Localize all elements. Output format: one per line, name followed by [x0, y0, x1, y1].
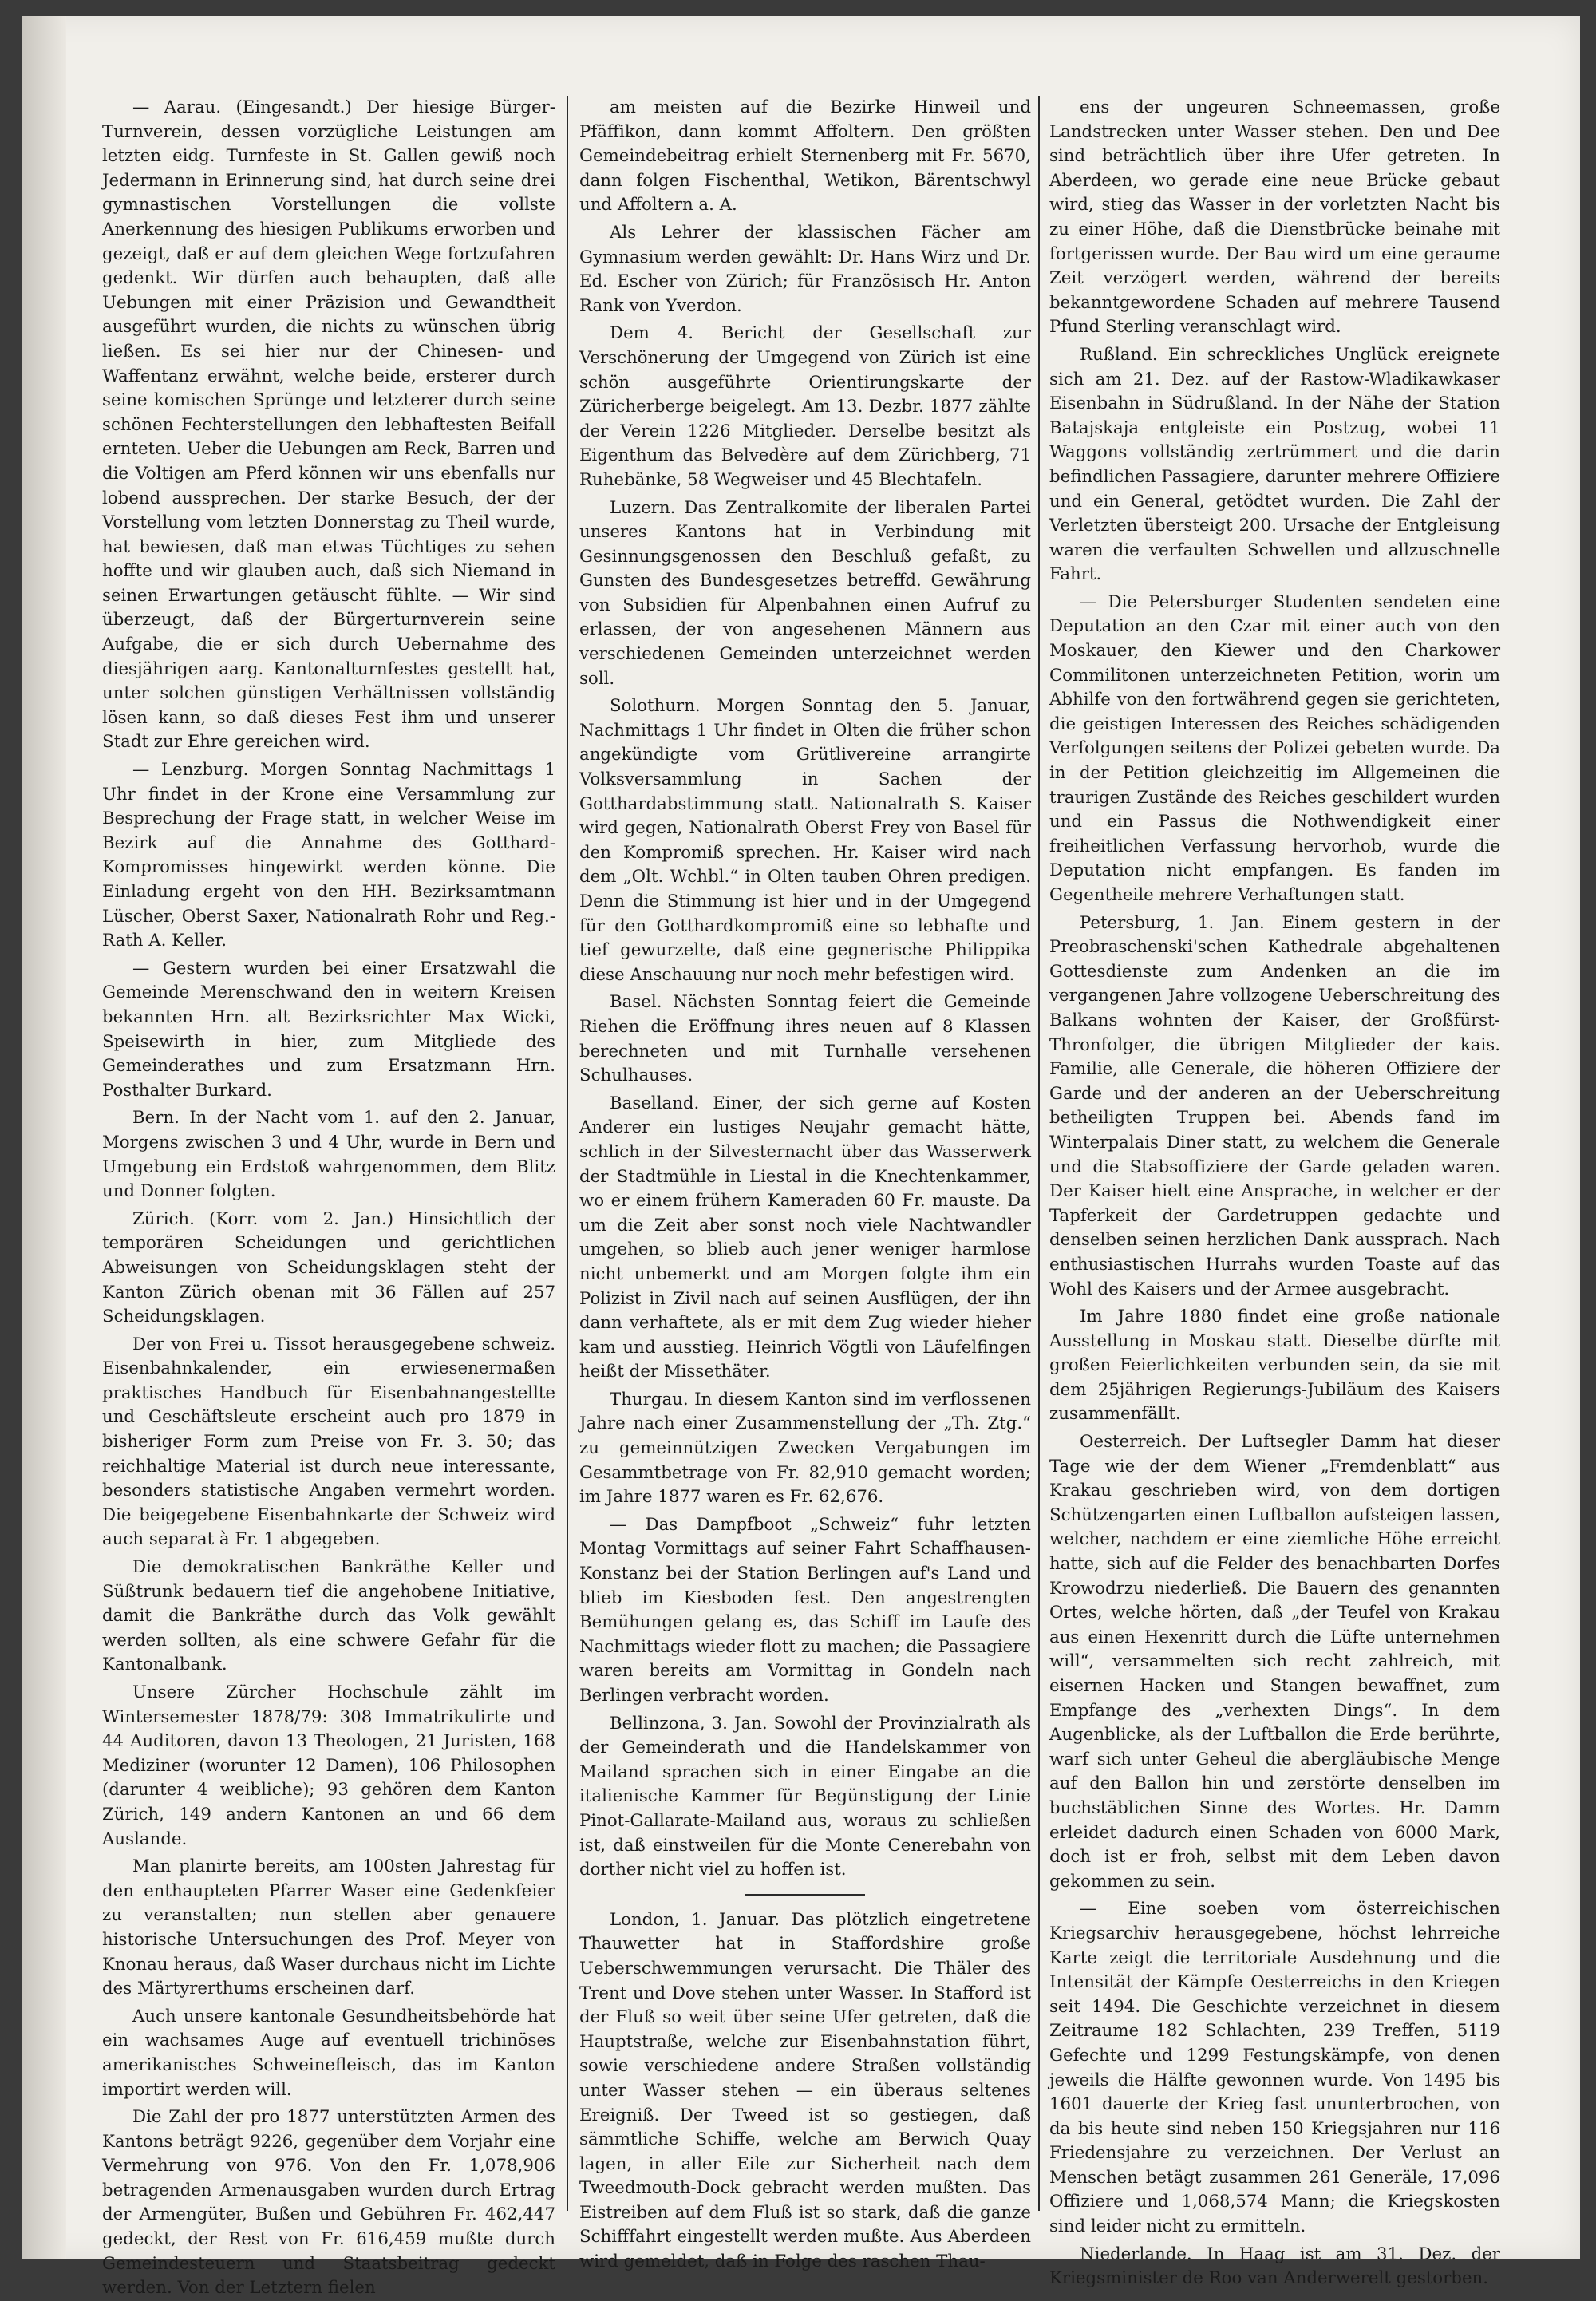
article-london: London, 1. Januar. Das plötzlich eingetretene Thauwetter hat in Staffordshire große Ueberschwemmungen verursacht. Die Thäler des Trent und Dove stehen unter Wasser. In Stafford ist der Fluß so weit über seine Ufer getreten, daß die Hauptstraße, welche zur Eisenbahnstation führt, sowie verschiedene andere Straßen vollständig unter Wasser stehen — ein überaus seltenes Ereigniß. Der Tweed ist so gestiegen, daß sämmtliche Schiffe, welche am Berwich Quay lagen, in aller Eile zur Sicherheit nach dem Tweedmouth-Dock gebracht werden mußten. Das Eistreiben auf dem Fluß ist so stark, daß die ganze Schifffahrt eingestellt werden mußte. Aus Aberdeen wird gemeldet, daß in Folge des raschen Thau-	[579, 1909, 1031, 2272]
article-kriegsarchiv: — Eine soeben vom österreichischen Kriegsarchiv herausgegebene, höchst lehrreiche Karte zeigt die territoriale Ausdehnung und die Intensität der Kämpfe Oesterreichs in den Kriegen seit 1494. Die Geschichte verzeichnet in diesem Zeitraume 182 Schlachten, 239 Treffen, 5119 Gefechte und 1299 Festungskämpfe, von denen jeweils die Hälfte gewonnen wurde. Von 1495 bis 1601 dauerte der Krieg fast ununterbrochen, von da bis heute sind neben 150 Kriegsjahren nur 116 Friedensjahre zu verzeichnen. Der Verlust an Menschen betägt zusammen 261 Generäle, 17,096 Offiziere und 1,068,574 Mann; die Kriegskosten sind leider nicht zu ermitteln.	[1049, 1899, 1500, 2237]
article-lenzburg: — Lenzburg. Morgen Sonntag Nachmittags 1 Uhr findet in der Krone eine Versammlung zur Besprechung der Frage statt, in welcher Weise im Bezirk auf die Annahme des Gotthard-Kompromisses hingewirkt werden könne. Die Einladung ergeht von den HH. Bezirksamtmann Lüscher, Oberst Saxer, Nationalrath Rohr und Reg.-Rath A. Keller.	[102, 760, 555, 951]
article-oesterreich: Oesterreich. Der Luftsegler Damm hat dieser Tage wie der dem Wiener „Fremdenblatt“ aus Krakau geschrieben wird, von dem dortigen Schützengarten einen Luftballon aufsteigen lassen, welcher, nachdem er eine ziemliche Höhe erreicht hatte, sich auf die Felder des benachbarten Dorfes Krowodrzu niederließ. Die Bauern des genannten Ortes, welche hörten, daß „der Teufel von Krakau aus einen Hexenritt durch die Lüfte unternehmen will“, versammelten sich recht zahlreich, mit eisernen Hacken und Stangen bewaffnet, zum Empfange des „verhexten Dings“. In dem Augenblicke, als der Luftballon die Erde berührte, warf sich unter Geheul die abergläubische Menge auf den Ballon hin und zerstörte denselben im buchstäblichen Sinne des Wortes. Hr. Damm erleidet dadurch einen Schaden von 6000 Mark, doch ist er froh, selbst mit dem Leben davon gekommen zu sein.	[1049, 1432, 1500, 1892]
article-russland: Rußland. Ein schreckliches Unglück ereignete sich am 21. Dez. auf der Rastow-Wladikawkaser Eisenbahn in Südrußland. In der Nähe der Station Batajskaja entgleiste ein Postzug, wobei 11 Waggons vollständig zertrümmert und die darin befindlichen Passagiere, darunter mehrere Offiziere und ein General, getödtet wurden. Die Zahl der Verletzten übersteigt 200. Ursache der Entgleisung waren die verfaulten Schwellen und allzuschnelle Fahrt.	[1049, 344, 1500, 585]
column-middle	[579, 96, 1031, 2272]
article-dampfboot: — Das Dampfboot „Schweiz“ fuhr letzten Montag Vormittags auf seiner Fahrt Schaffhausen-Konstanz bei der Station Berlingen auf's Land und blieb im Kiesboden fest. Den angestrengten Bemühungen gelang es, das Schiff im Laufe des Nachmittags wieder flott zu machen; die Passagiere waren bereits am Vormittag in Gondeln nach Berlingen verbracht worden.	[579, 1514, 1031, 1706]
article-ausstellung-moskau: Im Jahre 1880 findet eine große nationale Ausstellung in Moskau statt. Dieselbe dürfte mit großen Feierlichkeiten verbunden sein, da sie mit dem 25jährigen Regierungs-Jubiläum des Kaisers zusammenfällt.	[1049, 1307, 1500, 1425]
article-verschoenerung: Dem 4. Bericht der Gesellschaft zur Verschönerung der Umgegend von Zürich ist eine schön ausgeführte Orientirungskarte der Züricherberge beigelegt. Am 13. Dezbr. 1877 zählte der Verein 1226 Mitglieder. Derselbe besitzt als Eigenthum das Belvedère auf dem Zürichberg, 71 Ruhebänke, 58 Wegweiser und 45 Blechtafeln.	[579, 323, 1031, 490]
article-armen-continued: am meisten auf die Bezirke Hinweil und Pfäffikon, dann kommt Affoltern. Den größten Gemeindebeitrag erhielt Sternenberg mit Fr. 5670, dann folgen Fischenthal, Wetikon, Bärentschwyl und Affoltern a. A.	[579, 97, 1031, 215]
column-divider	[1038, 96, 1040, 2211]
section-separator	[745, 1894, 865, 1896]
article-niederlande: Niederlande. In Haag ist am 31. Dez. der Kriegsminister de Roo van Anderwerelt gestorben.	[1049, 2244, 1500, 2289]
column-right	[1049, 96, 1500, 2289]
article-zuerich-scheidungen: Zürich. (Korr. vom 2. Jan.) Hinsichtlich der temporären Scheidungen und gerichtlichen Abweisungen von Scheidungsklagen steht der Kanton Zürich obenan mit 36 Fällen auf 257 Scheidungsklagen.	[102, 1208, 555, 1327]
article-solothurn: Solothurn. Morgen Sonntag den 5. Januar, Nachmittags 1 Uhr findet in Olten die früher schon angekündigte vom Grütlivereine arrangirte Volksversammlung in Sachen der Gotthardabstimmung statt. Nationalrath S. Kaiser wird gegen, Nationalrath Oberst Frey von Basel für den Kompromiß sprechen. Hr. Kaiser wird nach dem „Olt. Wchbl.“ in Olten tauben Ohren predigen. Denn die Stimmung ist hier und in der Umgegend für den Gotthardkompromiß eine so lebhafte und tief gewurzelte, daß eine gegnerische Philippika diese Anschauung nur noch mehr befestigen wird.	[579, 696, 1031, 985]
article-merenschwand: — Gestern wurden bei einer Ersatzwahl die Gemeinde Merenschwand den in weitern Kreisen bekannten Hrn. alt Bezirksrichter Max Wicki, Speisewirth in hier, zum Mitgliede des Gemeinderathes und zum Ersatzmann Hrn. Posthalter Burkard.	[102, 958, 555, 1101]
page-binding-edge	[22, 16, 66, 2259]
article-bern: Bern. In der Nacht vom 1. auf den 2. Januar, Morgens zwischen 3 und 4 Uhr, wurde in Bern und Umgebung ein Erdstoß wahrgenommen, dem Blitz und Donner folgten.	[102, 1108, 555, 1202]
article-basel: Basel. Nächsten Sonntag feiert die Gemeinde Riehen die Eröffnung ihres neuen auf 8 Klassen berechneten und mit Turnhalle versehenen Schulhauses.	[579, 992, 1031, 1086]
article-armen: Die Zahl der pro 1877 unterstützten Armen des Kantons beträgt 9226, gegenüber dem Vorjahr eine Vermehrung von 976. Von den Fr. 1,078,906 betragenden Armenausgaben wurden durch Ertrag der Armengüter, Bußen und Gebühren Fr. 462,447 gedeckt, der Rest von Fr. 616,459 mußte durch Gemeindesteuern und Staatsbeitrag gedeckt werden. Von der Letztern fielen	[102, 2107, 555, 2299]
newspaper-page	[22, 16, 1580, 2299]
article-petersburg: Petersburg, 1. Jan. Einem gestern in der Preobraschenski'schen Kathedrale abgehaltenen Gottesdienste zum Andenken an die im vergangenen Jahre vollzogene Ueberschreitung des Balkans wohnten der Kaiser, der Großfürst-Thronfolger, die übrigen Mitglieder der kais. Familie, alle Generale, die höheren Offiziere der Garde und der anderen an der Ueberschreitung betheiligten Truppen bei. Abends fand im Winterpalais Diner statt, zu welchem die Generale und die Stabsoffiziere der Garde geladen waren. Der Kaiser hielt eine Ansprache, in welcher er der Tapferkeit der Gardetruppen gedachte und denselben seinen herzlichen Dank aussprach. Nach enthusiastischen Hurrahs wurden Toaste auf das Wohl des Kaisers und der Armee ausgebracht.	[1049, 912, 1500, 1299]
article-aarau: — Aarau. (Eingesandt.) Der hiesige Bürger-Turnverein, dessen vorzügliche Leistungen am letzten eidg. Turnfeste in St. Gallen gewiß noch Jedermann in Erinnerung sind, hat durch seine drei gymnastischen Vorstellungen die vollste Anerkennung des hiesigen Publikums erworben und gezeigt, daß er auf dem gleichen Wege fortzufahren gedenkt. Wir dürfen auch behaupten, daß alle Uebungen mit einer Präzision und Gewandtheit ausgeführt wurden, die nichts zu wünschen übrig ließen. Es sei hier nur der Chinesen- und Waffentanz erwähnt, welche beide, ersterer durch seine komischen Sprünge und letzterer durch seine schönen Fechterstellungen den lebhaftesten Beifall ernteten. Ueber die Uebungen am Reck, Barren und die Voltigen am Pferd können wir uns ebenfalls nur lobend aussprechen. Der starke Besuch, der der Vorstellung vom letzten Donnerstag zu Theil wurde, hat bewiesen, daß man etwas Tüchtiges zu sehen hoffte und wir glauben auch, daß sich Niemand in seinen Erwartungen getäuscht fühlte. — Wir sind überzeugt, daß der Bürgerturnverein seine Aufgabe, die er sich durch Uebernahme des diesjährigen aarg. Kantonalturnfestes gestellt hat, unter solchen günstigen Verhältnissen vollständig lösen kann, so daß dieses Fest ihm und unserer Stadt zur Ehre gereichen wird.	[102, 97, 555, 753]
article-eisenbahnkalender: Der von Frei u. Tissot herausgegebene schweiz. Eisenbahnkalender, ein erwiesenermaßen praktisches Handbuch für Eisenbahnangestellte und Geschäftsleute erscheint auch pro 1879 in bisheriger Form zum Preise von Fr. 3. 50; das reichhaltige Material ist durch neue interessante, besonders statistische Angaben vermehrt worden. Die beigegebene Eisenbahnkarte der Schweiz wird auch separat à Fr. 1 abgegeben.	[102, 1334, 555, 1550]
article-luzern: Luzern. Das Zentralkomite der liberalen Partei unseres Kantons hat in Verbindung mit Gesinnungsgenossen den Beschluß gefaßt, zu Gunsten des Bundesgesetzes betreffd. Gewährung von Subsidien für Alpenbahnen einen Aufruf zu erlassen, der von angesehenen Männern aus verschiedenen Gemeinden unterzeichnet werden soll.	[579, 497, 1031, 689]
article-hochschule: Unsere Zürcher Hochschule zählt im Wintersemester 1878/79: 308 Immatrikulirte und 44 Auditoren, davon 13 Theologen, 21 Juristen, 168 Mediziner (worunter 12 Damen), 106 Philosophen (darunter 4 weibliche); 93 gehören dem Kanton Zürich, 149 andern Kantonen an und 66 dem Auslande.	[102, 1682, 555, 1849]
article-petersburger-studenten: — Die Petersburger Studenten sendeten eine Deputation an den Czar mit einer auch von den Moskauer, den Kiewer und den Charkower Commilitonen unterzeichneten Petition, worin um Abhilfe von den fortwährend gegen sie gerichteten, die geistigen Interessen des Reiches schädigenden Verfolgungen seitens der Polizei gebeten wurde. Da in der Petition gleichzeitig im Allgemeinen die traurigen Zustände des Reiches geschildert wurden und ein Passus die Nothwendigkeit einer freiheitlichen Verfassung hervorhob, wurde die Deputation nicht empfangen. Es fanden im Gegentheile mehrere Verhaftungen statt.	[1049, 591, 1500, 905]
article-gymnasium: Als Lehrer der klassischen Fächer am Gymnasium werden gewählt: Dr. Hans Wirz und Dr. Ed. Escher von Zürich; für Französisch Hr. Anton Rank von Yverdon.	[579, 222, 1031, 316]
article-thurgau: Thurgau. In diesem Kanton sind im verflossenen Jahre nach einer Zusammenstellung der „Th. Ztg.“ zu gemeinnützigen Zwecken Vergabungen im Gesammtbetrage von Fr. 82,910 gemacht worden; im Jahre 1877 waren es Fr. 62,676.	[579, 1389, 1031, 1508]
article-pfarrer-waser: Man planirte bereits, am 100sten Jahrestag für den enthaupteten Pfarrer Waser eine Gedenkfeier zu veranstalten; nun stellen aber genauere historische Untersuchungen des Prof. Meyer von Knonau heraus, daß Waser durchaus nicht im Lichte des Märtyrerthums erscheinen darf.	[102, 1856, 555, 1999]
column-divider	[567, 96, 568, 2211]
article-bankraethe: Die demokratischen Bankräthe Keller und Süßtrunk bedauern tief die angehobene Initiative, damit die Bankräthe durch das Volk gewählt werden sollten, als eine schwere Gefahr für die Kantonalbank.	[102, 1557, 555, 1675]
article-baselland: Baselland. Einer, der sich gerne auf Kosten Anderer ein lustiges Neujahr gemacht hätte, schlich in der Silvesternacht über das Wasserwerk der Stadtmühle in Liestal in die Knechtenkammer, wo er einem frühern Kameraden 60 Fr. mauste. Da um die Zeit aber sonst noch viele Nachtwandler umgehen, so blieb auch jener weniger harmlose nicht unbemerkt und am Morgen folgte ihm ein Polizist in Zivil nach auf seinen Ausflügen, der ihn dann verhaftete, als er mit dem Zug wieder hieher kam und ausstieg. Heinrich Vögtli von Läufelfingen heißt der Missethäter.	[579, 1093, 1031, 1382]
article-bellinzona: Bellinzona, 3. Jan. Sowohl der Provinzialrath als der Gemeinderath und die Handelskammer von Mailand sprachen sich in einer Eingabe an die italienische Kammer für Begünstigung der Linie Pinot-Gallarate-Mailand aus, woraus zu schließen ist, daß einstweilen für die Monte Cenerebahn von dorther nicht viel zu hoffen ist.	[579, 1713, 1031, 1880]
column-left	[102, 96, 555, 2299]
article-london-continued: ens der ungeuren Schneemassen, große Landstrecken unter Wasser stehen. Den und Dee sind beträchtlich über ihre Ufer getreten. In Aberdeen, wo gerade eine neue Brücke gebaut wird, stieg das Wasser in der vorletzten Nacht bis zu einer Höhe, daß die Dienstbrücke beinahe mit fortgerissen wurde. Der Bau wird um eine geraume Zeit verzögert werden, während der bereits bekanntgewordene Schaden auf mehrere Tausend Pfund Sterling veranschlagt wird.	[1049, 97, 1500, 338]
article-gesundheitsbehoerde: Auch unsere kantonale Gesundheitsbehörde hat ein wachsames Auge auf eventuell trichinöses amerikanisches Schweinefleisch, das im Kanton importirt werden will.	[102, 2006, 555, 2100]
